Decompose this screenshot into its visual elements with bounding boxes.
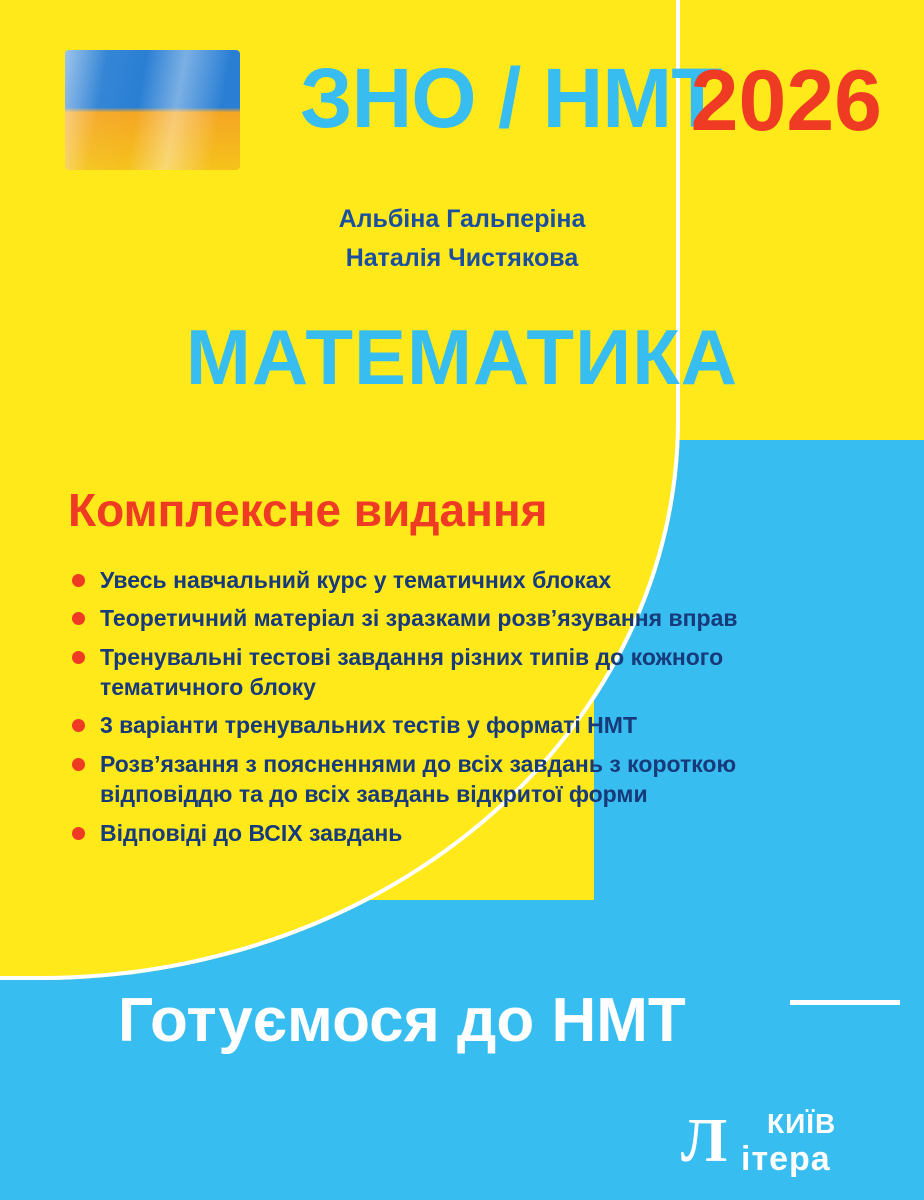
- list-item: [68, 603, 788, 633]
- bullet-dot-icon: [72, 827, 85, 840]
- publisher-name: ітера: [741, 1140, 831, 1178]
- bullet-dot-icon: [72, 574, 85, 587]
- authors-block: [0, 200, 924, 278]
- list-item-label: Розв’язання з поясненнями до всіх завдань з короткою відповіддю та до всіх завдань відкритої форми: [100, 750, 737, 808]
- list-item-label: Відповіді до ВСІХ завдань: [100, 819, 403, 846]
- bullet-dot-icon: [72, 719, 85, 732]
- bullet-dot-icon: [72, 758, 85, 771]
- publisher-city: КИЇВ: [767, 1108, 837, 1139]
- author-first: Альбіна Гальперіна: [338, 205, 586, 233]
- publisher-logo: [681, 1104, 896, 1178]
- page-title: МАТЕМАТИКА: [185, 313, 739, 401]
- list-item: [68, 642, 788, 703]
- year-label: 2026: [690, 53, 882, 149]
- author-second: Наталія Чистякова: [345, 243, 579, 272]
- list-item-label: Увесь навчальний курс у тематичних блоках: [100, 567, 612, 593]
- ukraine-flag-icon: [65, 50, 240, 170]
- list-item-label: 3 варіанти тренувальних тестів у форматі НМТ: [100, 712, 637, 739]
- bullet-dot-icon: [72, 612, 85, 625]
- flag-shine: [65, 50, 240, 170]
- exam-label: ЗНО / НМТ: [300, 51, 722, 145]
- bullet-dot-icon: [72, 651, 85, 664]
- list-item-label: Теоретичний матеріал зі зразками розв’язування вправ: [100, 605, 738, 632]
- list-item-label: Тренувальні тестові завдання різних типів до кожного тематичного блоку: [100, 643, 724, 701]
- list-item: [68, 749, 788, 810]
- tagline: Готуємося до НМТ: [118, 986, 686, 1055]
- list-item: [68, 710, 788, 740]
- list-item: [68, 818, 788, 848]
- cover-header: [0, 28, 924, 158]
- publisher-glyph-icon: Л: [681, 1107, 728, 1175]
- edition-subtitle: Комплексне видання: [68, 484, 548, 536]
- list-item: [68, 565, 788, 595]
- tagline-rule: [790, 1000, 900, 1005]
- features-list: [68, 565, 788, 856]
